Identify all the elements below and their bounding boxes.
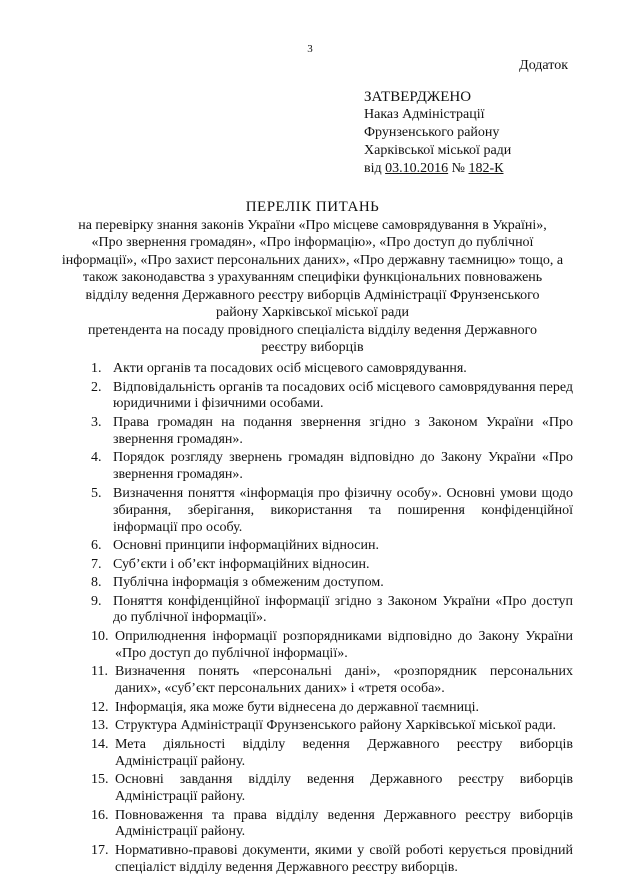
question-item xyxy=(91,575,573,592)
question-item xyxy=(91,415,573,449)
question-text: Акти органів та посадових осіб місцевого самоврядування. xyxy=(113,361,467,376)
title-line: інформації», «Про захист персональних даних», «Про державну таємницю» тощо, а xyxy=(61,252,564,268)
approval-date: 03.10.2016 xyxy=(385,161,449,176)
question-number: 5. xyxy=(91,485,102,501)
document-title xyxy=(60,199,565,357)
question-item xyxy=(91,737,573,771)
question-text: Структура Адміністрації Фрунзенського району Харківської міської ради. xyxy=(115,718,557,734)
question-text: Визначення поняття «інформація про фізичну особу». Основні умови щодо збирання, зберігання, використання та поширення конфіденційної інформації про особу. xyxy=(113,485,573,535)
title-line: «Про звернення громадян», «Про інформацію», «Про доступ до публічної xyxy=(91,235,534,250)
title-heading: ПЕРЕЛІК ПИТАНЬ xyxy=(245,199,380,215)
question-number: 17. xyxy=(91,842,109,858)
question-text: Визначення понять «персональні дані», «розпорядник персональних даних», «суб’єкт персональних даних» і «третя особа». xyxy=(115,664,573,697)
question-number: 9. xyxy=(91,593,102,609)
question-number: 8. xyxy=(91,575,102,591)
question-item xyxy=(91,843,573,877)
question-text: Оприлюднення інформації розпорядниками відповідно до Закону України «Про доступ до публічної інформації». xyxy=(115,628,573,661)
question-item xyxy=(91,538,573,555)
question-number: 14. xyxy=(91,736,109,752)
question-text: Основні завдання відділу ведення Державного реєстру виборців Адміністрації району. xyxy=(115,772,573,805)
question-text: Поняття конфіденційної інформації згідно з Законом України «Про доступ до публічної інформації». xyxy=(113,593,573,626)
approval-line-council: Харківської міської ради xyxy=(364,143,512,158)
title-line: реєстру виборців xyxy=(261,340,364,355)
question-item xyxy=(91,718,573,735)
title-line: району Харківської міської ради xyxy=(216,305,409,320)
question-item xyxy=(91,629,573,663)
question-number: 6. xyxy=(91,538,102,554)
question-number: 1. xyxy=(91,361,102,376)
question-text: Інформація, яка може бути віднесена до державної таємниці. xyxy=(115,699,480,715)
title-line: відділу ведення Державного реєстру виборців Адміністрації Фрунзенського xyxy=(85,287,540,303)
question-text: Мета діяльності відділу ведення Державного реєстру виборців Адміністрації району. xyxy=(115,736,573,769)
question-item xyxy=(91,594,573,628)
question-number: 11. xyxy=(91,664,108,680)
question-item xyxy=(91,808,573,842)
question-number: 4. xyxy=(91,450,102,466)
question-text: Права громадян на подання звернення згідно з Законом України «Про звернення громадян». xyxy=(113,414,573,447)
title-line: також законодавства з урахуванням специфіки функціональних повноважень xyxy=(82,270,543,285)
question-number: 10. xyxy=(91,628,109,644)
question-number: 16. xyxy=(91,807,109,823)
question-number: 13. xyxy=(91,718,109,734)
question-item xyxy=(91,664,573,698)
title-line: на перевірку знання законів України «Про місцеве самоврядування в Україні», xyxy=(78,217,547,233)
number-prefix: № xyxy=(448,161,469,176)
question-item xyxy=(91,772,573,806)
approval-number: 182-К xyxy=(468,161,504,176)
appendix-label: Додаток xyxy=(519,58,568,73)
question-text: Порядок розгляду звернень громадян відповідно до Закону України «Про звернення громадян». xyxy=(113,450,573,483)
question-number: 2. xyxy=(91,379,102,395)
title-line: претендента на посаду провідного спеціаліста відділу ведення Державного xyxy=(87,322,538,338)
question-text: Повноваження та права відділу ведення Державного реєстру виборців Адміністрації району. xyxy=(115,807,573,840)
question-item xyxy=(91,557,573,574)
question-item xyxy=(91,380,573,414)
approval-line-order: Наказ Адміністрації xyxy=(364,107,485,122)
questions-list xyxy=(91,361,573,878)
question-item xyxy=(91,450,573,484)
page-number: 3 xyxy=(307,43,313,55)
question-text: Суб’єкти і об’єкт інформаційних відносин. xyxy=(113,556,370,572)
question-number: 3. xyxy=(91,414,102,430)
question-text: Публічна інформація з обмеженим доступом. xyxy=(113,575,384,591)
question-text: Відповідальність органів та посадових осіб місцевого самоврядування перед юридичними і фізичними особами. xyxy=(113,379,573,412)
question-text: Основні принципи інформаційних відносин. xyxy=(113,538,379,554)
approval-line-district: Фрунзенського району xyxy=(364,125,500,140)
approval-block xyxy=(364,88,511,178)
approval-date-line xyxy=(364,160,511,178)
question-text: Нормативно-правові документи, якими у своїй роботі керується провідний спеціаліст відділу ведення Державного реєстру виборців. xyxy=(115,842,573,875)
date-prefix: від xyxy=(364,161,386,176)
question-number: 15. xyxy=(91,772,109,788)
question-item xyxy=(91,361,573,378)
question-number: 7. xyxy=(91,556,102,572)
question-item xyxy=(91,700,573,717)
approval-stamp: ЗАТВЕРДЖЕНО xyxy=(364,89,472,105)
question-item xyxy=(91,486,573,537)
question-number: 12. xyxy=(91,699,109,715)
